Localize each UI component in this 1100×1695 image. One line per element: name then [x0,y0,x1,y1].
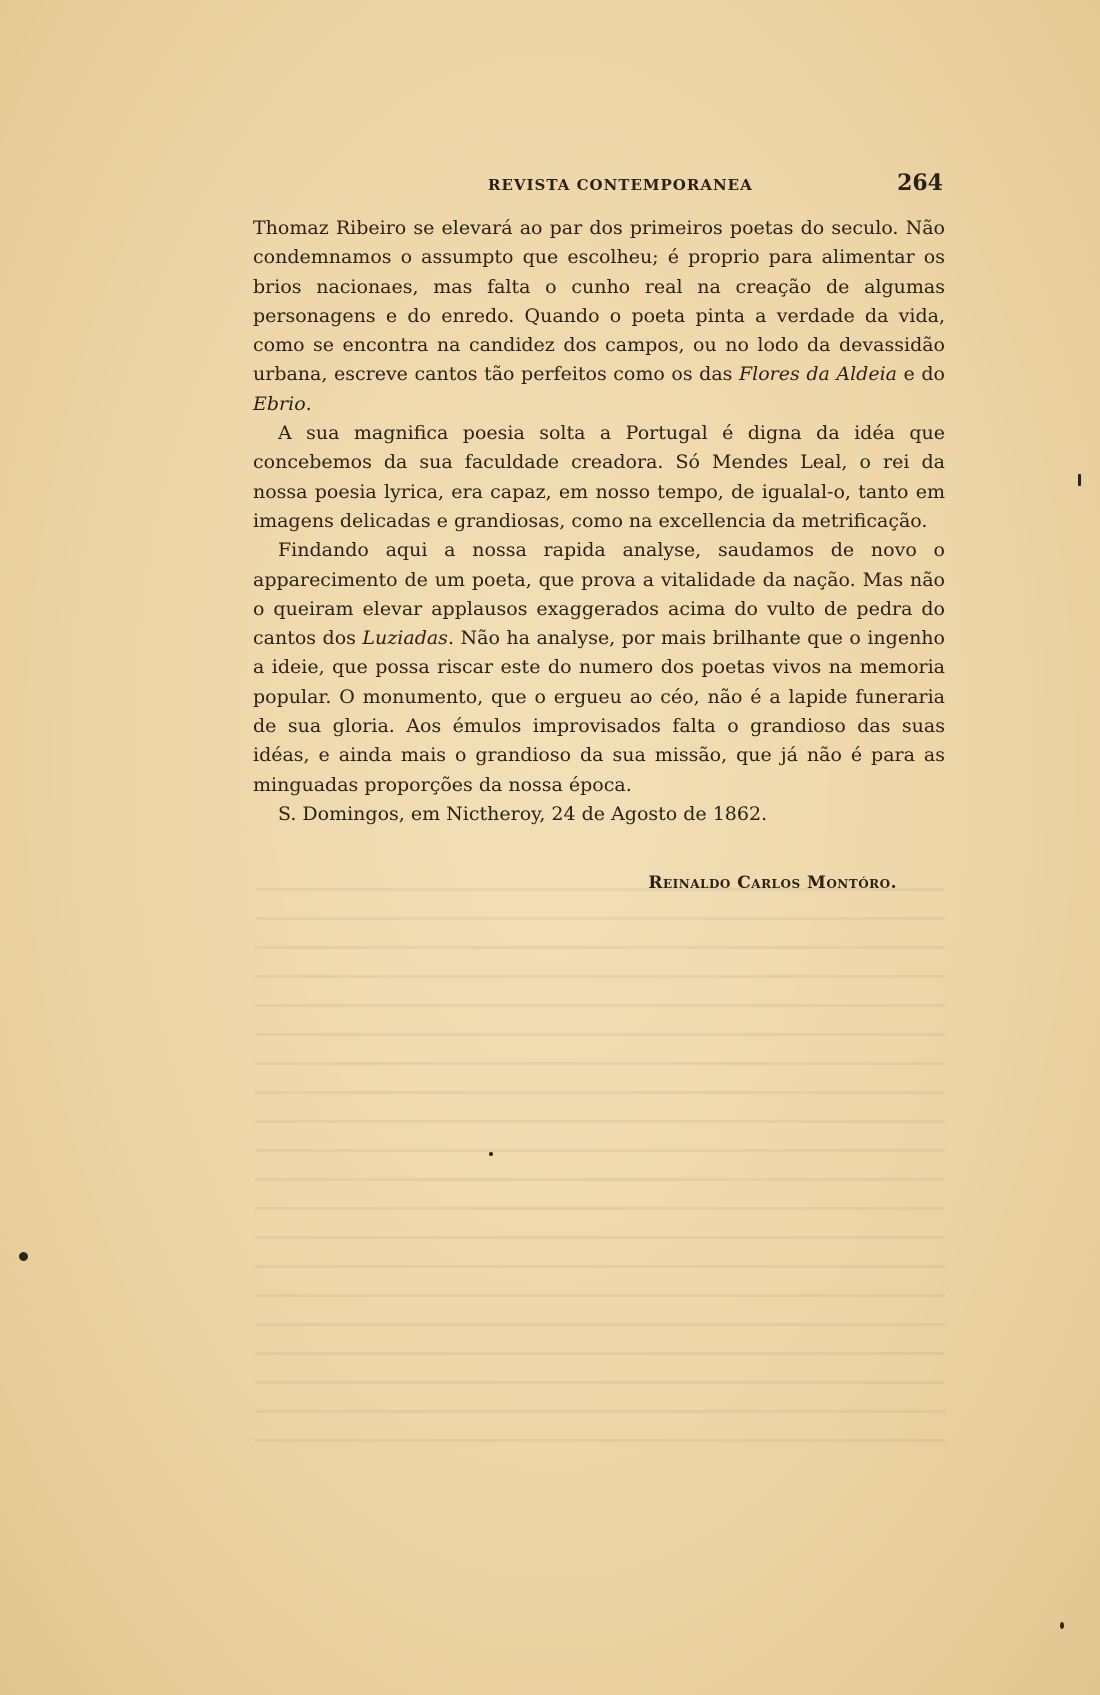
text-run: A sua magnifica poesia solta a Portugal é digna da idéa que concebemos da sua faculdade creadora. Só Mendes Leal, o rei da nossa poesia lyrica, era capaz, em nosso tempo, de igualal-o, tanto em imagens delicadas e grandiosas, como na excellencia da metrificação. [253,422,945,532]
ink-speck [489,1152,493,1156]
text-run: . Não ha analyse, por mais brilhante que o ingenho a ideie, que possa riscar este do numero dos poetas vivos na memoria popular. O monumento, que o ergueu ao céo, não é a lapide funeraria de sua gloria. Aos émulos improvisados falta o grandioso das suas idéas, e ainda mais o grandioso da sua missão, que já não é para as minguadas proporções da nossa época. [253,627,945,796]
paragraph-p3 [253,536,945,800]
ink-speck [1078,474,1081,486]
italic-title: Flores da Aldeia [738,363,897,386]
paragraph-p2 [253,419,945,536]
author-signature: Reinaldo Carlos Montóro. [648,873,897,893]
running-header [250,172,950,202]
text-run: Findando aqui a nossa rapida analyse, saudamos de novo o apparecimento de um poeta, que prova a vitalidade da nação. Mas não o queiram elevar applausos exaggerados acima do vulto de pedra do cantos dos [253,539,945,650]
text-run: e do [896,363,945,386]
bleed-through-texture [255,870,945,1450]
italic-title: Ebrio [253,392,306,415]
paragraph-p4 [253,800,945,829]
journal-title: REVISTA CONTEMPORANEA [488,176,753,194]
ink-speck [1060,1622,1064,1629]
paragraph-p1 [253,214,945,419]
italic-title: Luziadas [362,627,448,650]
article-body [253,214,945,829]
ink-speck [19,1252,28,1261]
text-run: S. Domingos, em Nictheroy, 24 de Agosto de 1862. [278,802,768,825]
text-run: . [305,392,312,415]
text-run: Thomaz Ribeiro se elevará ao par dos primeiros poetas do seculo. Não condemnamos o assumpto que escolheu; é proprio para alimentar os brios nacionaes, mas falta o cunho real na creação de algumas personagens e do enredo. Quando o poeta pinta a verdade da vida, como se encontra na candidez dos campos, ou no lodo da devassidão urbana, escreve cantos tão perfeitos como os das [253,217,945,386]
page-number: 264 [897,170,943,196]
